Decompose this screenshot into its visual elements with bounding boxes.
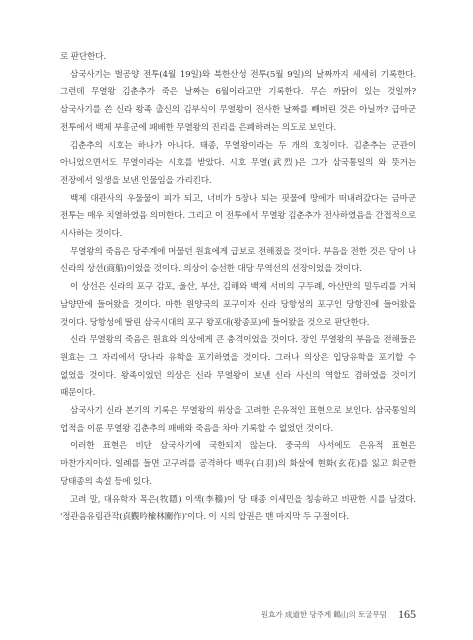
page-number: 165 bbox=[398, 607, 416, 621]
paragraph: 고려 말, 대유학자 목은(牧隱) 이색(李穡)이 당 태종 이세민을 칭송하고 비판한 시를 남겼다. '정관음유림관작(貞觀吟楡林關作)'이다. 이 시의 압권은 맨 마지막 두 구절이다. bbox=[60, 494, 416, 523]
body-text bbox=[60, 49, 416, 527]
paragraph: 이러한 표현은 비단 삼국사기에 국한되지 않는다. 중국의 사서에도 은유적 표현은 마찬가지이다. 일례를 들면 고구려를 공격하다 백우(白羽)의 화살에 현화(玄花)를 잃고 회군한 당태종의 속설 등에 있다. bbox=[60, 441, 416, 487]
paragraph: 김춘추의 시호는 하나가 아니다. 태종, 무열왕이라는 두 개의 호칭이다. 김춘추는 군관이 아니었으면서도 무열이라는 시호를 받았다. 시호 무열(武烈)은 그가 삼국통일의 와 뜻거는 전장에서 일생을 보낸 인물임을 가리킨다. bbox=[60, 140, 416, 186]
paragraph: 삼국사기 신라 본기의 기록은 무열왕의 위상을 고려한 은유적인 표현으로 보인다. 삼국통일의 업적을 이룬 무열왕 김춘추의 패배와 죽음을 차마 기록할 수 없었던 것이다. bbox=[60, 406, 416, 434]
running-title: 원효가 成道한 당주계 鶴山의 토굴무덤 bbox=[260, 610, 387, 619]
paragraph: 이 상선은 신라의 포구 감포, 울산, 부산, 김해와 백제 서비의 구두례, 아산만의 밀두리를 거쳐 남양만에 들어왔을 것이다. 마한 원양국의 포구이자 신라 당항성의 포구인 당항진에 들어왔을 것이다. 당항성에 딸린 삼국시대의 포구 왕포대(왕종포)에 들어왔을 것으로 판단한다. bbox=[60, 282, 416, 328]
paragraph: 무열왕의 죽음은 당주계에 머물던 원효에게 급보로 전해졌을 것이다. 부음을 전한 것은 당이 나 신라의 상선(商船)이었을 것이다. 의상이 승선한 대당 무역선의 선장이었을 것이다. bbox=[60, 246, 416, 275]
paragraph: 삼국사기는 벌공양 전투(4월 19일)와 북한산성 전투(5월 9일)의 날짜까지 세세히 기록한다. 그런데 무열왕 김춘추가 죽은 날짜는 6월이라고만 기록한다. 무슨 까닭이 있는 것일까? 삼국사기를 쓴 신라 왕족 출신의 김부식이 무열왕이 전사한 날짜를 빼버린 것은 아닐까? 급마군 전투에서 백제 부흥군에 패배한 무열왕의 진리을 은폐하려는 의도로 보인다. bbox=[60, 69, 416, 133]
paragraph: 백제 대관사의 우물물이 피가 되고, 너비가 5장나 되는 핏물에 땅에가 떠내려갔다는 금마군 전투는 매우 치열하였음 의미한다. 그리고 이 전투에서 무열왕 김춘추가 전사하였음을 간접적으로 시사하는 것이다. bbox=[60, 193, 416, 240]
page-footer bbox=[60, 604, 416, 623]
paragraph: 로 판단한다. bbox=[60, 52, 106, 62]
paragraph: 신라 무열왕의 죽음은 원효와 의상에게 큰 충격이었을 것이다. 장인 무열왕의 부음을 전해들은 원효는 그 자리에서 당나라 유학을 포기하였을 것이다. 그러나 의상은 입당유학을 포기할 수 없었을 것이다. 왕족이었던 의상은 신라 무열왕이 보낸 신라 사신의 역할도 겸하였을 것이기 때문이다. bbox=[60, 335, 416, 399]
